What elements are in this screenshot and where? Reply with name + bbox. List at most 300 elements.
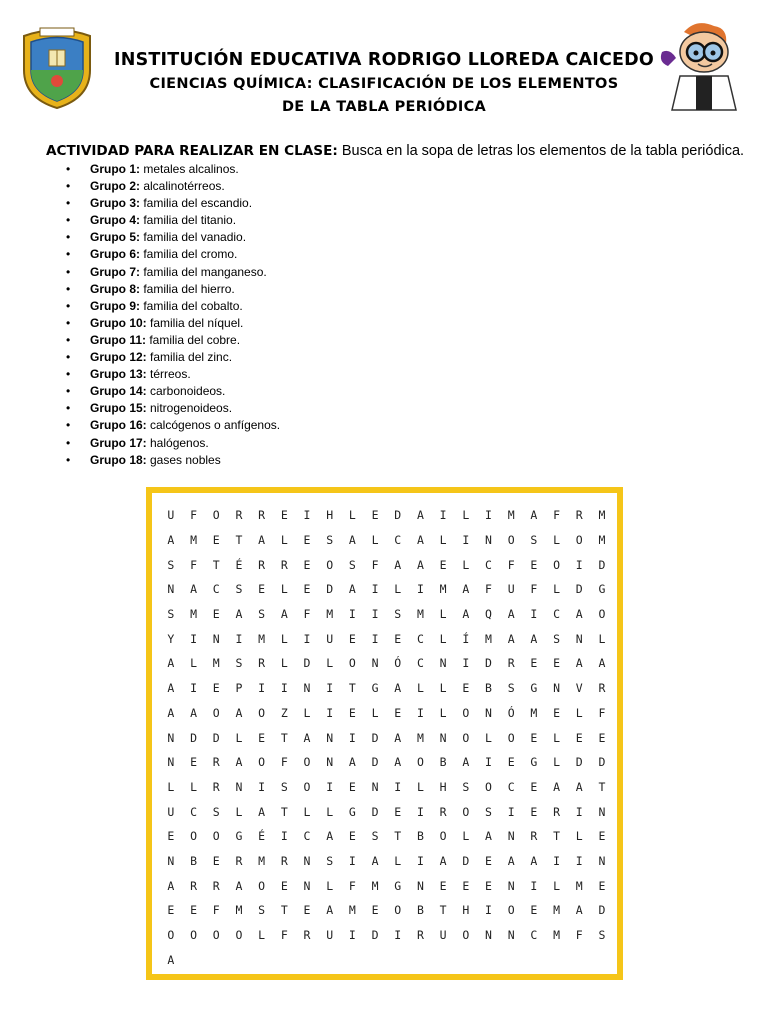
word-search-cell: M <box>553 903 561 918</box>
word-search-cell: A <box>507 607 516 622</box>
word-search-cell: L <box>439 705 448 720</box>
word-search-cell: L <box>190 656 198 671</box>
word-search-cell: I <box>485 508 493 523</box>
group-label: Grupo 6: <box>90 247 140 262</box>
word-search-cell: S <box>553 631 561 646</box>
word-search-cell: I <box>462 656 471 671</box>
word-search-cell: O <box>303 755 312 770</box>
word-search-cell: L <box>167 779 176 794</box>
word-search-frame <box>146 487 623 980</box>
word-search-cell: Z <box>280 705 289 720</box>
word-search-cell: B <box>485 681 493 696</box>
word-search-cell: I <box>326 681 335 696</box>
group-label: Grupo 5: <box>90 230 140 245</box>
word-search-cell: V <box>575 681 584 696</box>
word-search-cell: S <box>530 533 539 548</box>
word-search-cell: O <box>462 730 471 745</box>
word-search-cell: A <box>530 853 539 868</box>
word-search-cell: R <box>212 878 221 893</box>
group-description: familia del vanadio. <box>140 230 247 245</box>
group-description: familia del titanio. <box>140 213 237 228</box>
word-search-cell: D <box>371 804 380 819</box>
word-search-cell: N <box>507 878 516 893</box>
word-search-cell: Í <box>462 631 471 646</box>
word-search-cell: R <box>258 557 267 572</box>
word-search-cell: M <box>326 607 335 622</box>
word-search-cell: I <box>235 631 244 646</box>
word-search-cell: F <box>371 557 380 572</box>
group-item <box>90 452 280 469</box>
word-search-cell: B <box>439 755 448 770</box>
word-search-cell: A <box>303 730 312 745</box>
word-search-cell: N <box>575 631 584 646</box>
word-search-cell: E <box>485 878 493 893</box>
word-search-cell: F <box>190 557 198 572</box>
word-search-cell: O <box>212 829 221 844</box>
word-search-cell: N <box>598 804 607 819</box>
word-search-cell: L <box>485 730 493 745</box>
word-search-cell: C <box>212 582 221 597</box>
group-item <box>90 298 280 315</box>
word-search-cell: S <box>212 804 221 819</box>
word-search-cell: A <box>371 853 380 868</box>
word-search-cell: I <box>258 779 267 794</box>
word-search-cell: E <box>348 705 357 720</box>
word-search-cell: O <box>212 508 221 523</box>
word-search-cell: H <box>439 779 448 794</box>
word-search-cell: D <box>462 853 471 868</box>
word-search-cell: T <box>553 829 561 844</box>
word-search-cell: A <box>190 582 198 597</box>
word-search-cell: A <box>167 878 176 893</box>
word-search-cell: O <box>190 928 198 943</box>
word-search-cell: Ó <box>394 656 403 671</box>
word-search-cell: E <box>530 557 539 572</box>
word-search-cell: S <box>326 853 335 868</box>
word-search-cell: N <box>303 853 312 868</box>
word-search-cell: N <box>439 656 448 671</box>
word-search-cell: L <box>575 829 584 844</box>
word-search-cell: O <box>507 533 516 548</box>
word-search-cell: E <box>530 804 539 819</box>
group-description: nitrogenoideos. <box>146 401 233 416</box>
word-search-cell: S <box>462 779 471 794</box>
word-search-cell: O <box>462 928 471 943</box>
group-description: gases nobles <box>146 452 221 467</box>
group-item <box>90 435 280 452</box>
word-search-cell: C <box>190 804 198 819</box>
activity-instructions <box>46 143 746 159</box>
word-search-cell: C <box>553 607 561 622</box>
word-search-cell: I <box>326 705 335 720</box>
group-item <box>90 281 280 298</box>
word-search-cell: R <box>553 804 561 819</box>
word-search-cell: I <box>530 607 539 622</box>
word-search-cell: L <box>553 582 561 597</box>
word-search-cell: E <box>371 903 380 918</box>
word-search-cell: R <box>280 557 289 572</box>
word-search-cell: A <box>575 656 584 671</box>
word-search-cell: D <box>326 582 335 597</box>
word-search-cell: N <box>326 730 335 745</box>
word-search-cell: S <box>348 557 357 572</box>
word-search-cell: R <box>530 829 539 844</box>
group-item <box>90 417 280 434</box>
word-search-cell: E <box>212 853 221 868</box>
word-search-cell: L <box>439 607 448 622</box>
word-search-cell: O <box>348 656 357 671</box>
group-label: Grupo 11: <box>90 332 147 347</box>
word-search-cell: N <box>553 681 561 696</box>
word-search-cell: E <box>348 779 357 794</box>
word-search-cell: L <box>303 804 312 819</box>
word-search-cell: I <box>371 582 380 597</box>
word-search-cell: C <box>485 557 493 572</box>
word-search-cell: A <box>326 829 335 844</box>
word-search-cell: G <box>530 755 539 770</box>
word-search-cell: P <box>235 681 244 696</box>
word-search-cell: L <box>553 533 561 548</box>
group-label: Grupo 1: <box>90 162 140 176</box>
word-search-cell: Y <box>167 631 176 646</box>
group-item <box>90 383 280 400</box>
word-search-cell: L <box>326 804 335 819</box>
word-search-cell: O <box>167 928 176 943</box>
word-search-cell: E <box>348 631 357 646</box>
word-search-cell: S <box>280 779 289 794</box>
word-search-cell: N <box>212 631 221 646</box>
word-search-cell: M <box>485 631 493 646</box>
word-search-cell: U <box>326 928 335 943</box>
word-search-cell: A <box>462 582 471 597</box>
word-search-cell: N <box>235 779 244 794</box>
word-search-cell: É <box>258 829 267 844</box>
word-search-cell: A <box>394 730 403 745</box>
group-item <box>90 400 280 417</box>
group-label: Grupo 13: <box>90 367 147 382</box>
word-search-cell: A <box>439 853 448 868</box>
group-item <box>90 366 280 383</box>
word-search-cell: A <box>258 804 267 819</box>
group-item <box>90 349 280 366</box>
word-search-cell: Q <box>485 607 493 622</box>
word-search-cell: A <box>530 631 539 646</box>
group-label: Grupo 14: <box>90 384 147 399</box>
groups-list <box>90 161 280 469</box>
word-search-cell: F <box>280 755 289 770</box>
word-search-cell: T <box>235 533 244 548</box>
word-search-cell: I <box>416 582 425 597</box>
word-search-cell: M <box>553 928 561 943</box>
word-search-cell: A <box>394 755 403 770</box>
group-item <box>90 264 280 281</box>
word-search-cell: S <box>371 829 380 844</box>
word-search-cell: E <box>553 656 561 671</box>
word-search-cell: L <box>326 878 335 893</box>
word-search-cell: F <box>485 582 493 597</box>
word-search-cell: E <box>598 878 607 893</box>
word-search-cell: R <box>258 656 267 671</box>
word-search-cell: E <box>348 829 357 844</box>
word-search-cell: M <box>235 903 244 918</box>
word-search-cell: C <box>394 533 403 548</box>
word-search-cell: A <box>348 533 357 548</box>
word-search-cell: M <box>371 878 380 893</box>
word-search-cell: E <box>530 730 539 745</box>
word-search-cell: A <box>235 878 244 893</box>
word-search-cell: L <box>575 705 584 720</box>
group-description: familia del cobre. <box>146 332 241 347</box>
word-search-cell: R <box>575 508 584 523</box>
word-search-cell: S <box>167 607 176 622</box>
word-search-cell: E <box>303 903 312 918</box>
word-search-cell: I <box>575 557 584 572</box>
word-search-cell: A <box>280 607 289 622</box>
word-search-cell: L <box>235 730 244 745</box>
word-search-cell: L <box>439 681 448 696</box>
word-search-cell: N <box>167 582 176 597</box>
group-label: Grupo 12: <box>90 350 147 365</box>
word-search-cell: N <box>485 928 493 943</box>
word-search-cell: A <box>598 656 607 671</box>
word-search-cell: L <box>598 631 607 646</box>
word-search-cell: I <box>280 681 289 696</box>
word-search-cell: L <box>303 705 312 720</box>
group-description: familia del níquel. <box>146 315 244 330</box>
word-search-cell: G <box>235 829 244 844</box>
group-label: Grupo 3: <box>90 196 140 211</box>
word-search-cell: D <box>190 730 198 745</box>
word-search-cell: A <box>326 903 335 918</box>
word-search-cell: B <box>190 853 198 868</box>
word-search-cell: M <box>190 607 198 622</box>
word-search-cell: I <box>190 631 198 646</box>
word-search-cell: N <box>485 705 493 720</box>
word-search-cell: R <box>598 681 607 696</box>
word-search-cell: E <box>530 779 539 794</box>
word-search-cell: O <box>439 829 448 844</box>
word-search-cell: L <box>416 779 425 794</box>
word-search-cell: Ó <box>507 705 516 720</box>
word-search-cell: E <box>303 582 312 597</box>
word-search-cell: I <box>348 730 357 745</box>
word-search-cell: E <box>530 903 539 918</box>
group-description: familia del cromo. <box>140 247 238 262</box>
word-search-cell: O <box>462 705 471 720</box>
word-search-cell: L <box>280 656 289 671</box>
word-search-cell: R <box>303 928 312 943</box>
activity-text: Busca en la sopa de letras los elementos de la tabla periódica. <box>337 143 745 159</box>
word-search-cell: T <box>439 903 448 918</box>
word-search-cell: D <box>371 928 380 943</box>
word-search-cell: I <box>326 779 335 794</box>
word-search-cell: F <box>530 582 539 597</box>
word-search-cell: E <box>190 903 198 918</box>
word-search-cell: O <box>258 878 267 893</box>
word-search-cell: T <box>348 681 357 696</box>
word-search-cell: I <box>348 853 357 868</box>
word-search-cell: C <box>416 656 425 671</box>
word-search-cell: U <box>439 928 448 943</box>
word-search-cell: N <box>371 656 380 671</box>
word-search-cell: L <box>394 582 403 597</box>
word-search-cell: N <box>485 533 493 548</box>
word-search-cell: E <box>212 681 221 696</box>
group-label: Grupo 17: <box>90 435 147 450</box>
word-search-cell: O <box>303 779 312 794</box>
word-search-cell: R <box>190 878 198 893</box>
word-search-cell: N <box>167 730 176 745</box>
word-search-cell: A <box>167 681 176 696</box>
word-search-cell: R <box>258 508 267 523</box>
word-search-cell: G <box>348 804 357 819</box>
word-search-cell: O <box>394 903 403 918</box>
word-search-cell: I <box>371 631 380 646</box>
word-search-cell: R <box>439 804 448 819</box>
word-search-cell: A <box>575 779 584 794</box>
word-search-cell: I <box>394 779 403 794</box>
word-search-cell: O <box>462 804 471 819</box>
group-item <box>90 212 280 229</box>
word-search-cell: O <box>190 829 198 844</box>
group-item <box>90 178 280 195</box>
word-search-cell: N <box>303 681 312 696</box>
page-title: INSTITUCIÓN EDUCATIVA RODRIGO LLOREDA CAICEDO <box>114 50 654 70</box>
word-search-cell: R <box>416 928 425 943</box>
word-search-grid <box>160 503 614 973</box>
group-description: metales alcalinos. <box>140 162 239 176</box>
word-search-cell: S <box>598 928 607 943</box>
word-search-cell: O <box>575 533 584 548</box>
word-search-cell: I <box>485 903 493 918</box>
activity-label: ACTIVIDAD PARA REALIZAR EN CLASE: <box>46 143 338 159</box>
word-search-cell: I <box>439 508 448 523</box>
word-search-cell: E <box>212 533 221 548</box>
word-search-cell: S <box>326 533 335 548</box>
word-search-cell: E <box>462 878 471 893</box>
word-search-cell: E <box>394 705 403 720</box>
group-item <box>90 246 280 263</box>
word-search-cell: L <box>416 681 425 696</box>
word-search-cell: I <box>190 681 198 696</box>
word-search-cell: L <box>394 853 403 868</box>
word-search-cell: S <box>235 656 244 671</box>
word-search-cell: A <box>394 681 403 696</box>
word-search-cell: S <box>507 681 516 696</box>
school-shield-logo <box>20 26 94 110</box>
word-search-cell: M <box>507 508 516 523</box>
word-search-cell: D <box>485 656 493 671</box>
word-search-cell: L <box>553 755 561 770</box>
word-search-cell: A <box>190 705 198 720</box>
word-search-cell: G <box>598 582 607 597</box>
word-search-cell: D <box>371 755 380 770</box>
group-item <box>90 332 280 349</box>
word-search-cell: F <box>507 557 516 572</box>
word-search-cell: I <box>394 928 403 943</box>
word-search-cell: L <box>462 829 471 844</box>
word-search-cell: T <box>280 730 289 745</box>
word-search-cell: C <box>303 829 312 844</box>
word-search-cell: D <box>598 557 607 572</box>
word-search-cell: O <box>326 557 335 572</box>
word-search-cell: N <box>439 730 448 745</box>
word-search-cell: F <box>575 928 584 943</box>
word-search-cell: E <box>167 829 176 844</box>
word-search-cell: D <box>575 582 584 597</box>
word-search-cell: L <box>280 533 289 548</box>
word-search-cell: E <box>575 730 584 745</box>
word-search-cell: R <box>212 755 221 770</box>
word-search-cell: C <box>530 928 539 943</box>
word-search-cell: M <box>598 533 607 548</box>
group-description: familia del manganeso. <box>140 264 267 279</box>
word-search-cell: F <box>303 607 312 622</box>
word-search-cell: T <box>598 779 607 794</box>
word-search-cell: O <box>598 607 607 622</box>
word-search-cell: O <box>258 705 267 720</box>
page-subtitle: CIENCIAS QUÍMICA: CLASIFICACIÓN DE LOS ELEMENTOS <box>149 76 619 92</box>
word-search-cell: F <box>190 508 198 523</box>
word-search-cell: A <box>507 631 516 646</box>
word-search-cell: H <box>326 508 335 523</box>
word-search-cell: U <box>167 508 176 523</box>
word-search-cell: I <box>485 755 493 770</box>
group-label: Grupo 2: <box>90 179 140 194</box>
word-search-cell: S <box>394 607 403 622</box>
word-search-cell: U <box>507 582 516 597</box>
word-search-cell: N <box>326 755 335 770</box>
word-search-cell: I <box>575 853 584 868</box>
word-search-cell: E <box>485 853 493 868</box>
word-search-cell: D <box>394 508 403 523</box>
word-search-cell: N <box>598 853 607 868</box>
word-search-cell: L <box>553 730 561 745</box>
word-search-cell: T <box>212 557 221 572</box>
word-search-cell: M <box>258 631 267 646</box>
word-search-cell: E <box>371 508 380 523</box>
word-search-cell: O <box>507 903 516 918</box>
word-search-cell: O <box>485 779 493 794</box>
word-search-cell: A <box>167 952 176 967</box>
word-search-cell: O <box>212 928 221 943</box>
word-search-cell: L <box>462 557 471 572</box>
word-search-cell: A <box>258 533 267 548</box>
word-search-cell: I <box>280 829 289 844</box>
word-search-cell: E <box>394 631 403 646</box>
word-search-cell: I <box>416 804 425 819</box>
group-label: Grupo 8: <box>90 281 140 296</box>
word-search-cell: E <box>303 557 312 572</box>
word-search-cell: O <box>416 755 425 770</box>
word-search-cell: F <box>212 903 221 918</box>
word-search-cell: E <box>462 681 471 696</box>
word-search-cell: H <box>462 903 471 918</box>
word-search-cell: M <box>575 878 584 893</box>
word-search-cell: L <box>439 631 448 646</box>
word-search-cell: I <box>507 804 516 819</box>
word-search-cell: E <box>212 607 221 622</box>
word-search-cell: A <box>462 755 471 770</box>
group-item <box>90 195 280 212</box>
word-search-cell: A <box>462 607 471 622</box>
group-item <box>90 161 280 178</box>
word-search-cell: I <box>462 533 471 548</box>
word-search-cell: A <box>167 533 176 548</box>
word-search-cell: N <box>303 878 312 893</box>
word-search-cell: L <box>258 928 267 943</box>
group-label: Grupo 4: <box>90 213 140 228</box>
